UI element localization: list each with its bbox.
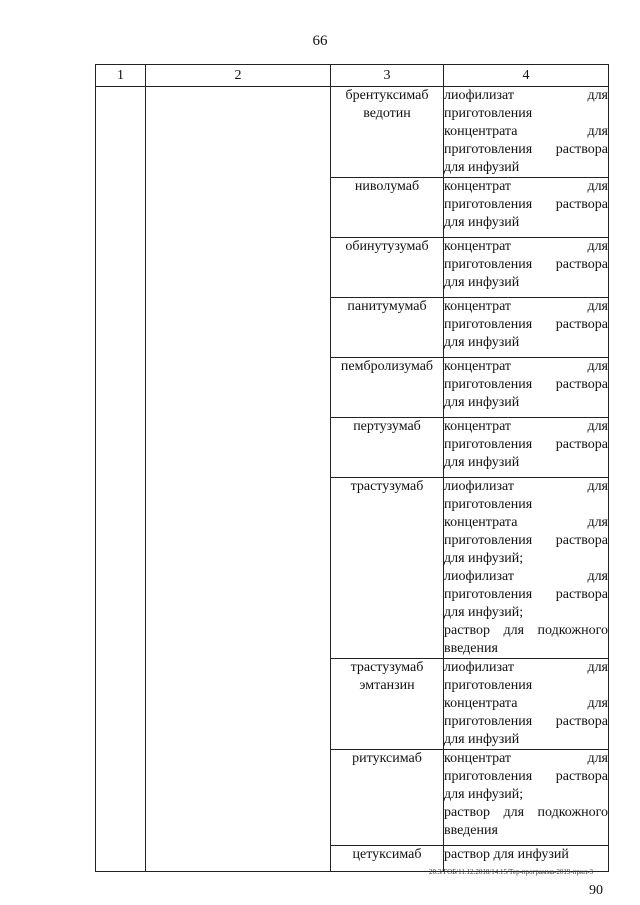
dosage-form-text: раствор для подкожного введения (444, 623, 608, 656)
footer-code: 20.3/ГОБ/11.12.2018/14.15/Тер-программа-2019-прил-3 (429, 868, 594, 876)
col-header-1: 1 (96, 65, 146, 87)
dosage-form-text: концентрат для приготовления раствора для инфузий; (444, 751, 608, 802)
col-header-4: 4 (444, 65, 609, 87)
dosage-form-text: лиофилизат для приготовления концентрата для приготовления раствора для инфузий (444, 88, 608, 175)
dosage-form-cell (444, 298, 609, 358)
dosage-form-text: концентрат для приготовления раствора для инфузий (444, 239, 608, 290)
drug-name-cell (331, 478, 444, 659)
sheet-number: 90 (589, 883, 603, 898)
dosage-form-cell (444, 178, 609, 238)
drug-table (95, 64, 609, 872)
drug-name-line: брентуксимаб (345, 88, 429, 103)
drug-name-line: пембролизумаб (340, 359, 434, 374)
drug-name-line: трастузумаб (350, 479, 424, 494)
drug-name-cell (331, 178, 444, 238)
drug-name-cell (331, 298, 444, 358)
dosage-form-text: концентрат для приготовления раствора для инфузий (444, 359, 608, 410)
page-number: 66 (312, 33, 328, 49)
col2-empty-cell (146, 87, 331, 872)
drug-name-cell (331, 87, 444, 178)
drug-name-line: пертузумаб (353, 419, 421, 434)
dosage-form-cell (444, 659, 609, 750)
drug-name-line: ведотин (363, 106, 411, 121)
drug-name-line: эмтанзин (359, 678, 415, 693)
dosage-form-text: лиофилизат для приготовления раствора для инфузий; (444, 569, 608, 620)
header-row (96, 65, 609, 87)
dosage-form-text: концентрат для приготовления раствора для инфузий (444, 419, 608, 470)
drug-name-cell (331, 358, 444, 418)
dosage-form-text: концентрат для приготовления раствора для инфузий (444, 299, 608, 350)
drug-name-line: трастузумаб (350, 660, 424, 675)
dosage-form-text: концентрат для приготовления раствора для инфузий (444, 179, 608, 230)
drug-name-line: панитумумаб (347, 299, 427, 314)
dosage-form-text: раствор для инфузий (444, 847, 569, 862)
dosage-form-cell (444, 358, 609, 418)
dosage-form-cell (444, 418, 609, 478)
drug-name-line: цетуксимаб (352, 847, 422, 862)
drug-name-cell (331, 846, 444, 872)
drug-name-line: ниволумаб (354, 179, 420, 194)
dosage-form-cell (444, 87, 609, 178)
col-header-2: 2 (146, 65, 331, 87)
dosage-form-text: лиофилизат для приготовления концентрата для приготовления раствора для инфузий (444, 660, 608, 747)
dosage-form-cell (444, 750, 609, 846)
dosage-form-text: раствор для подкожного введения (444, 805, 608, 838)
dosage-form-cell (444, 478, 609, 659)
table-row (96, 87, 609, 178)
col1-empty-cell (96, 87, 146, 872)
dosage-form-text: лиофилизат для приготовления концентрата для приготовления раствора для инфузий; (444, 479, 608, 566)
table-body (96, 87, 609, 872)
drug-name-line: ритуксимаб (352, 751, 422, 766)
drug-name-line: обинутузумаб (345, 239, 429, 254)
col-header-3: 3 (331, 65, 444, 87)
drug-name-cell (331, 238, 444, 298)
drug-name-cell (331, 418, 444, 478)
dosage-form-cell (444, 238, 609, 298)
drug-name-cell (331, 750, 444, 846)
drug-name-cell (331, 659, 444, 750)
